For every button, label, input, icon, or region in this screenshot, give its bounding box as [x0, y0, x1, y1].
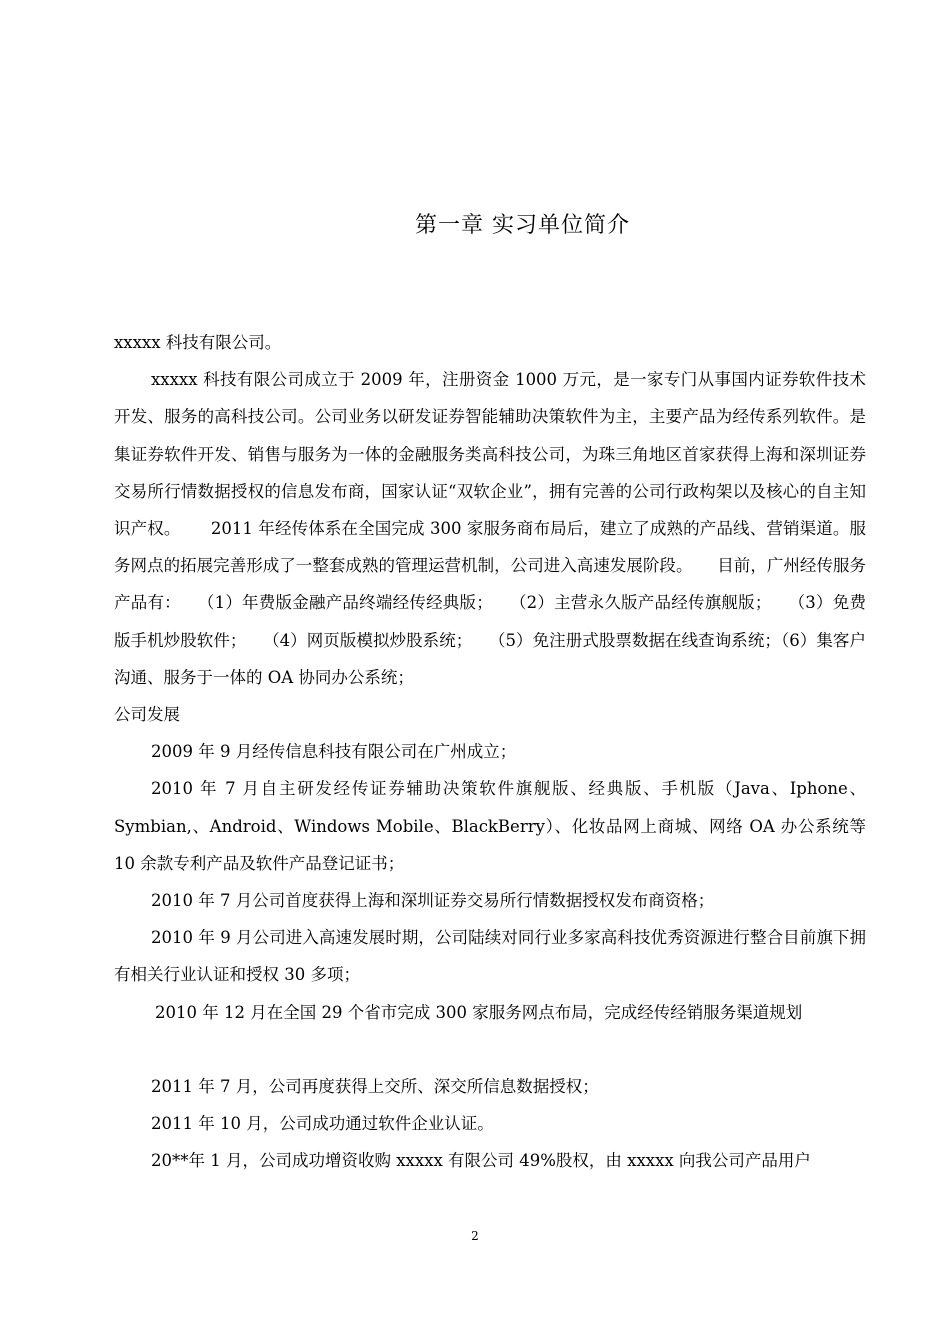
page-number: 2 — [471, 1229, 479, 1243]
milestone-paragraph: 2011 年 10 月，公司成功通过软件企业认证。 — [151, 1114, 494, 1134]
milestone-paragraph: 2010 年 9 月公司进入高速发展时期，公司陆续对同行业多家高科技优秀资源进行整合目前旗下拥有相关行业认证和授权 30 多项； — [114, 928, 866, 985]
chapter-title: 第一章 实习单位简介 — [415, 213, 630, 238]
company-name-line: xxxxx 科技有限公司。 — [114, 333, 282, 352]
document-body — [114, 324, 866, 1179]
section-heading: 公司发展 — [114, 705, 180, 725]
intro-paragraph: xxxxx 科技有限公司成立于 2009 年，注册资金 1000 万元，是一家专门从事国内证券软件技术开发、服务的高科技公司。公司业务以研发证券智能辅助决策软件为主，主要产品为经传系列软件。是集证券软件开发、销售与服务为一体的金融服务类高科技公司，为珠三角地区首家获得上海和深圳证券交易所行情数据授权的信息发布商，国家认证“双软企业”，拥有完善的公司行政构架以及核心的自主知识产权。 2011 年经传体系在全国完成 300 家服务商布局后，建立了成熟的产品线、营销渠道。服务网点的拓展完善形成了一整套成熟的管理运营机制，公司进入高速发展阶段。 目前，广州经传服务产品有： （1）年费版金融产品终端经传经典版； （2）主营永久版产品经传旗舰版； （3）免费版手机炒股软件； （4）网页版模拟炒股系统； （5）免注册式股票数据在线查询系统；（6）集客户沟通、服务于一体的 OA 协同办公系统； — [114, 370, 866, 687]
milestone-paragraph: 2010 年 12 月在全国 29 个省市完成 300 家服务网点布局，完成经传经销服务渠道规划 — [155, 1002, 803, 1022]
milestone-paragraph: 2009 年 9 月经传信息科技有限公司在广州成立； — [151, 742, 517, 762]
milestone-paragraph: 2010 年 7 月公司首度获得上海和深圳证券交易所行情数据授权发布商资格； — [151, 891, 715, 911]
milestone-paragraph: 2010 年 7 月自主研发经传证券辅助决策软件旗舰版、经典版、手机版（Java、Iphone、Symbian,、Android、Windows Mobile、BlackBerry）、化妆品网上商城、网络 OA 办公系统等 10 余款专利产品及软件产品登记证书； — [114, 779, 866, 873]
milestone-paragraph: 20**年 1 月，公司成功增资收购 xxxxx 有限公司 49%股权，由 xxxxx 向我公司产品用户 — [151, 1151, 811, 1171]
milestone-paragraph: 2011 年 7 月，公司再度获得上交所、深交所信息数据授权； — [151, 1076, 599, 1096]
paragraph-gap — [114, 1031, 866, 1068]
